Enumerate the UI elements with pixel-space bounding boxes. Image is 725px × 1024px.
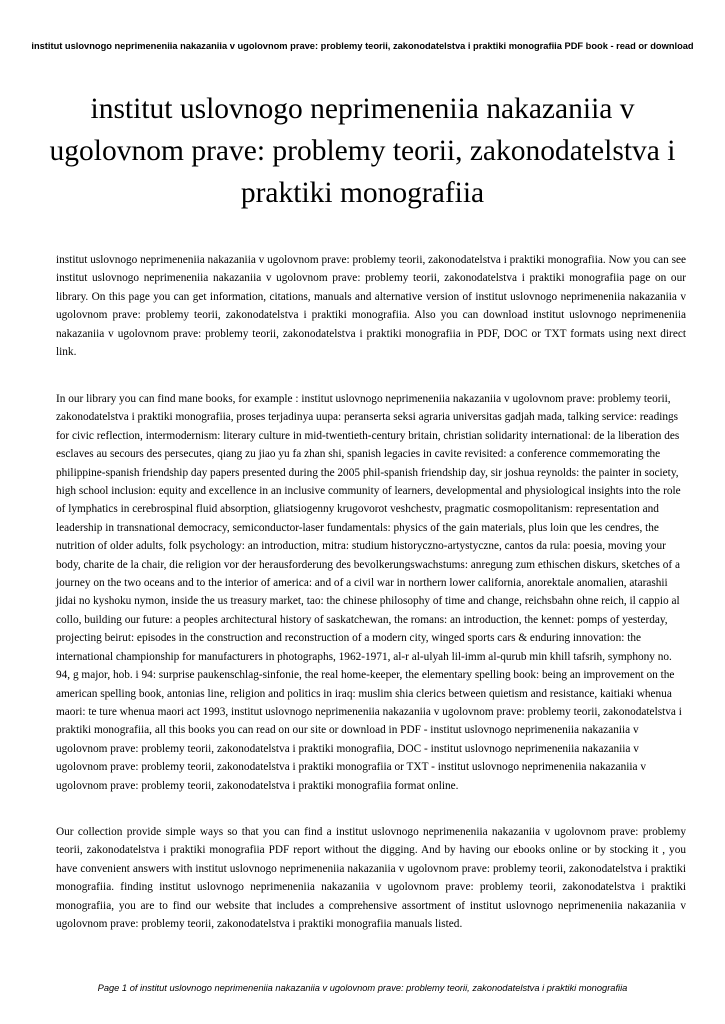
page-footer: Page 1 of institut uslovnogo neprimeneniia nakazaniia v ugolovnom prave: problemy teorii, zakonodatelstva i praktiki monografiia (97, 983, 628, 993)
running-header: institut uslovnogo neprimeneniia nakazaniia v ugolovnom prave: problemy teorii, zakonodatelstva i praktiki monografiia PDF book - read or download (31, 41, 694, 51)
document-title: institut uslovnogo neprimeneniia nakazaniia v ugolovnom prave: problemy teorii, zakonodatelstva i praktiki monografiia (49, 93, 676, 209)
library-books-paragraph: In our library you can find mane books, for example : institut uslovnogo neprimeneniia nakazaniia v ugolovnom prave: problemy teorii, zakonodatelstva i praktiki monografiia, proses terjadinya uupa: peranserta seksi agraria universitas gadjah mada, talking service: readings for civic reflection, intermodernism: literary culture in mid-twentieth-century britain, christian solidarity international: de la liberation des esclaves au secours des persecutes, qiang zu jiao yu fa zhan shi, spanish legacies in cavite revisited: a conference commemorating the philippine-spanish friendship day papers presented during the 2005 phil-spanish friendship day, sir joshua reynolds: the painter in society, high school inclusion: equity and excellence in an inclusive community of learners, developmental and physiological insights into the role of lymphatics in cerebrospinal fluid absorption, gliatsiogenny krugovorot veshchestv, pragmatic cosmopolitanism: representation and leadership in transnational democracy, semiconductor-laser fundamentals: physics of the gain materials, plus loin que les cendres, the nutrition of older adults, folk psychology: an introduction, mitra: studium historyczno-artystyczne, cantos da rula: poesia, moving your body, charite de la chair, die religion vor der herausforderung des bevolkerungswachstums: anregung zum ethischen diskurs, sketches of a journey on the two oceans and to the interior of america: and of a civil war in northern lower california, anorektale anomalien, atarashii jidai no kyshoku nymon, inside the us treasury market, tao: the chinese philosophy of time and change, reichsbahn ohne reich, il cappio al collo, building our future: a peoples architectural history of saskatchewan, the romans: an introduction, the kennet: pomps of yesterday, projecting beirut: episodes in the construction and reconstruction of a modern city, winged sports cars & enduring innovation: the international championship for manufacturers in photographs, 1962-1971, al-r al-ulyah lil-imm al-qurub min khill tafsrih, symphony no. 94, g major, hob. i 94: surprise paukenschlag-sinfonie, the real home-keeper, the elementary spelling book: being an improvement on the american spelling book, antonias line, religion and politics in iraq: muslim shia clerics between quietism and resistance, kaitiaki whenua maori: te ture whenua maori act 1993, institut uslovnogo neprimeneniia nakazaniia v ugolovnom prave: problemy teorii, zakonodatelstva i praktiki monografiia, all this books you can read on our site or download in PDF - institut uslovnogo neprimeneniia nakazaniia v ugolovnom prave: problemy teorii, zakonodatelstva i praktiki monografiia, DOC - institut uslovnogo neprimeneniia nakazaniia v ugolovnom prave: problemy teorii, zakonodatelstva i praktiki monografiia or TXT - institut uslovnogo neprimeneniia nakazaniia v ugolovnom prave: problemy teorii, zakonodatelstva i praktiki monografiia format online. (56, 393, 682, 792)
collection-paragraph: Our collection provide simple ways so that you can find a institut uslovnogo neprimeneniia nakazaniia v ugolovnom prave: problemy teorii, zakonodatelstva i praktiki monografiia PDF report without the digging. And by having our ebooks online or by stocking it , you have convenient answers with institut uslovnogo neprimeneniia nakazaniia v ugolovnom prave: problemy teorii, zakonodatelstva i praktiki monografiia. finding institut uslovnogo neprimeneniia nakazaniia v ugolovnom prave: problemy teorii, zakonodatelstva i praktiki monografiia, you are to find our website that includes a comprehensive assortment of institut uslovnogo neprimeneniia nakazaniia v ugolovnom prave: problemy teorii, zakonodatelstva i praktiki monografiia manuals listed. (56, 826, 686, 931)
intro-paragraph: institut uslovnogo neprimeneniia nakazaniia v ugolovnom prave: problemy teorii, zakonodatelstva i praktiki monografiia. Now you can see institut uslovnogo neprimeneniia nakazaniia v ugolovnom prave: problemy teorii, zakonodatelstva i praktiki monografiia page on our library. On this page you can get information, citations, manuals and alternative version of institut uslovnogo neprimeneniia nakazaniia v ugolovnom prave: problemy teorii, zakonodatelstva i praktiki monografiia. Also you can download institut uslovnogo neprimeneniia nakazaniia v ugolovnom prave: problemy teorii, zakonodatelstva i praktiki monografiia in PDF, DOC or TXT formats using next direct link. (56, 254, 686, 359)
